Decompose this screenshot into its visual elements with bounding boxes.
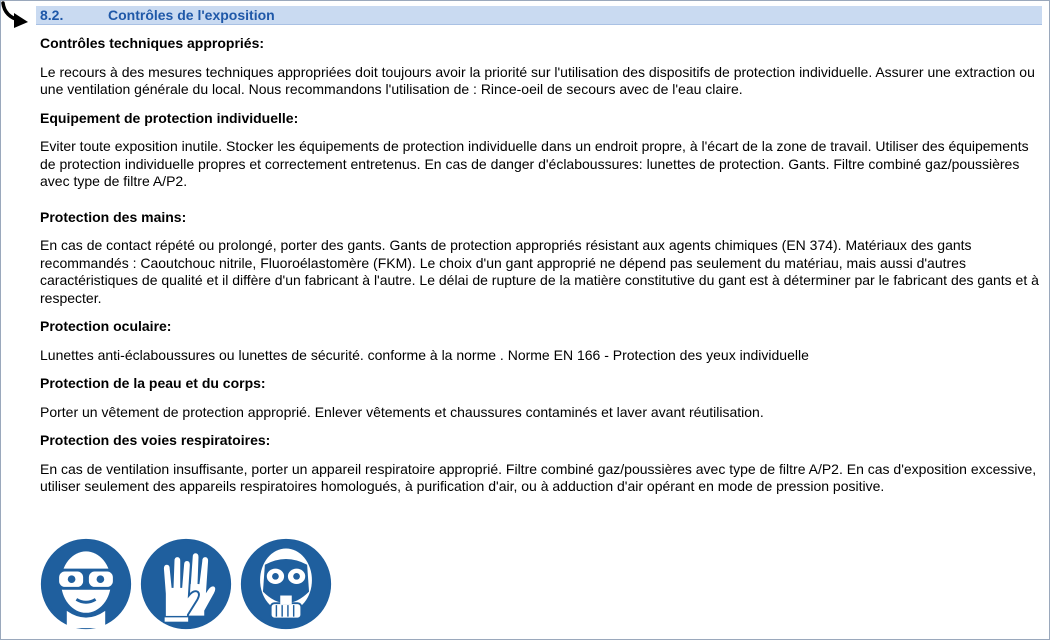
text-protection-respiratoire: En cas de ventilation insuffisante, porter un appareil respiratoire approprié. Filtre combiné gaz/poussières avec type de filtre A/P2. En cas d'exposition excessive, utiliser seulement des appareils respiratoires homologués, à purification d'air, ou à adduction d'air opérant en mode de pression positive. bbox=[40, 460, 1037, 494]
heading-protection-oculaire: Protection oculaire: bbox=[40, 318, 172, 334]
text-protection-peau: Porter un vêtement de protection approprié. Enlever vêtements et chaussures contaminés et laver avant réutilisation. bbox=[40, 403, 764, 420]
section-number: 8.2. bbox=[40, 7, 64, 23]
text-controles-techniques: Le recours à des mesures techniques appropriées doit toujours avoir la priorité sur l'utilisation des dispositifs de protection individuelle. Assurer une extraction ou une ventilation générale du local. Nous recommandons l'utilisation de : Rince-oeil de secours avec de l'eau claire. bbox=[40, 63, 1035, 97]
section-content bbox=[40, 35, 1040, 507]
heading-protection-peau: Protection de la peau et du corps: bbox=[40, 375, 266, 391]
text-protection-oculaire: Lunettes anti-éclaboussures ou lunettes de sécurité. conforme à la norme . Norme EN 166 - Protection des yeux individuelle bbox=[40, 346, 809, 363]
ppe-pictograms bbox=[38, 536, 334, 636]
heading-controles-techniques: Contrôles techniques appropriés: bbox=[40, 35, 265, 51]
text-equipement-protection: Eviter toute exposition inutile. Stocker les équipements de protection individuelle dans un endroit propre, à l'écart de la zone de travail. Utiliser des équipements de protection individuelle propres et correctement entretenus. En cas de danger d'éclaboussures: lunettes de protection. Gants. Filtre combiné gaz/poussières avec type de filtre A/P2. bbox=[40, 138, 1029, 189]
heading-protection-mains: Protection des mains: bbox=[40, 208, 187, 225]
respiratory-protection-icon bbox=[238, 536, 334, 632]
section-header bbox=[36, 6, 1042, 25]
section-title: Contrôles de l'exposition bbox=[108, 7, 275, 23]
heading-equipement-protection: Equipement de protection individuelle: bbox=[40, 109, 299, 126]
eye-protection-icon bbox=[38, 536, 134, 632]
arrow-icon bbox=[0, 0, 34, 30]
heading-protection-respiratoire: Protection des voies respiratoires: bbox=[40, 432, 271, 448]
text-protection-mains: En cas de contact répété ou prolongé, porter des gants. Gants de protection appropriés résistant aux agents chimiques (EN 374). Matériaux des gants recommandés : Caoutchouc nitrile, Fluoroélastomère (FKM). Le choix d'un gant approprié ne dépend pas seulement du matériau, mais aussi d'autres caractéristiques de qualité et il diffère d'un fabricant à l'autre. Le délai de rupture de la matière constitutive du gant est à déterminer par le fabricant des gants et à respecter. bbox=[40, 237, 1039, 306]
hand-protection-icon bbox=[138, 536, 234, 632]
